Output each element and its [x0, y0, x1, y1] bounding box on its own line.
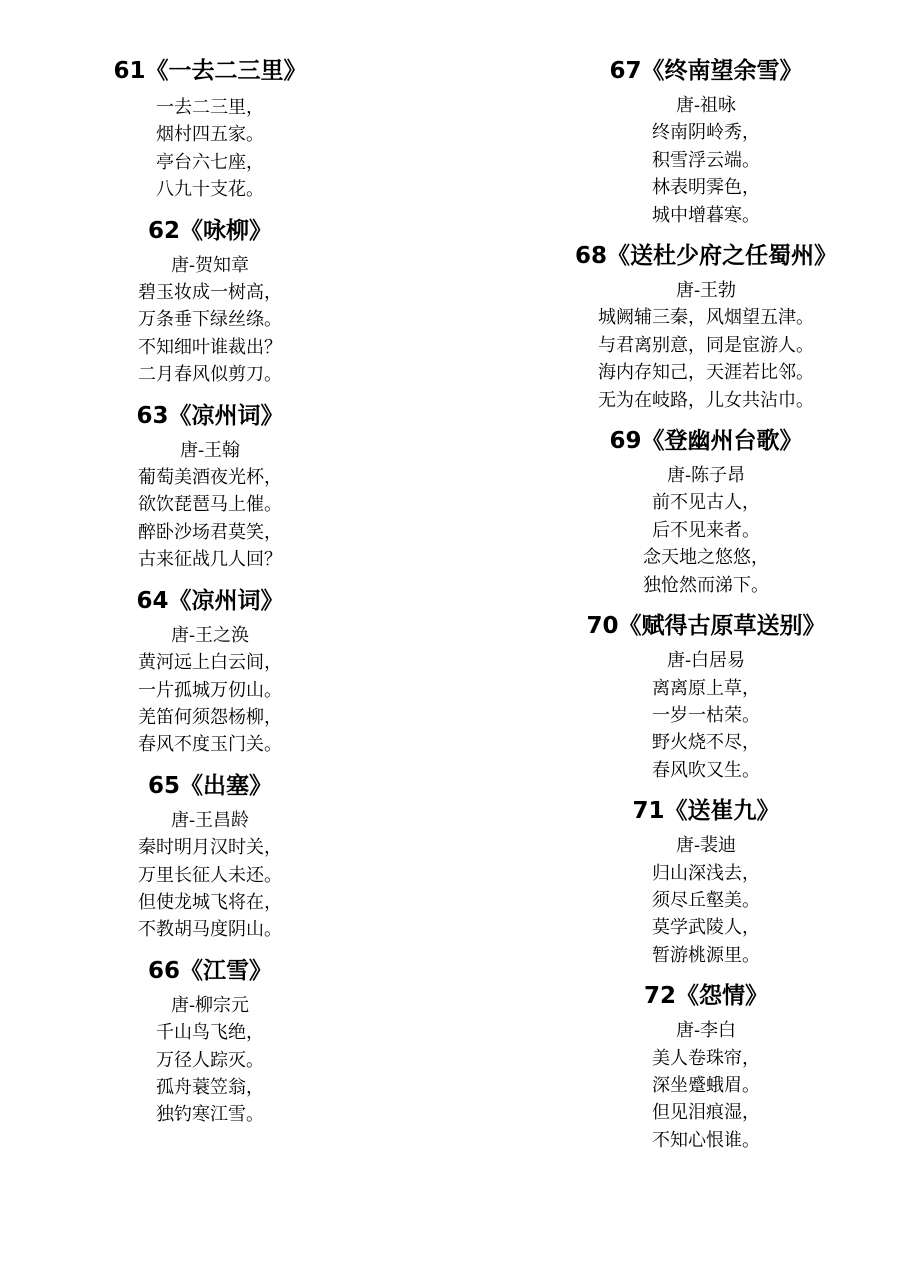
poem-line: 积雪浮云端。 — [652, 149, 760, 171]
poem-66 — [60, 956, 360, 1129]
poem-line: 城阙辅三秦，风烟望五津。 — [598, 307, 814, 329]
poem-line: 八九十支花。 — [156, 179, 264, 201]
poem-title: 63《凉州词》 — [136, 402, 284, 429]
poem-line: 终南阴岭秀， — [652, 122, 760, 144]
poem-62 — [60, 216, 360, 389]
poem-line: 无为在岐路，儿女共沾巾。 — [598, 389, 814, 411]
poem-72 — [556, 981, 856, 1154]
poem-line: 独怆然而涕下。 — [643, 574, 769, 596]
poem-author: 唐-王勃 — [675, 280, 737, 302]
poem-line: 但见泪痕湿， — [652, 1102, 760, 1124]
poem-70 — [556, 611, 856, 784]
poem-line: 黄河远上白云间， — [138, 652, 282, 674]
poem-title: 61《一去二三里》 — [113, 58, 307, 84]
poem-author: 唐-柳宗元 — [170, 994, 250, 1016]
poem-author: 唐-王之涣 — [170, 624, 250, 646]
poem-title: 70《赋得古原草送别》 — [586, 613, 826, 640]
poem-line: 万径人踪灭。 — [156, 1049, 264, 1071]
poem-68 — [556, 241, 856, 414]
poem-line: 孤舟蓑笠翁， — [156, 1076, 264, 1098]
poem-line: 古来征战几人回？ — [138, 549, 282, 571]
poem-line: 万条垂下绿丝绦。 — [138, 309, 282, 331]
poem-line: 烟村四五家。 — [156, 124, 264, 146]
poem-line: 葡萄美酒夜光杯， — [138, 467, 282, 489]
poem-line: 春风不度玉门关。 — [138, 734, 282, 756]
poem-line: 万里长征人未还。 — [138, 864, 282, 886]
poem-author: 唐-王翰 — [179, 439, 241, 461]
poem-line: 离离原上草， — [652, 677, 760, 699]
poem-author: 唐-祖咏 — [675, 95, 737, 116]
poem-line: 二月春风似剪刀。 — [138, 364, 282, 386]
left-column — [60, 56, 360, 1141]
poem-61 — [60, 56, 360, 204]
poem-line: 醉卧沙场君莫笑， — [138, 521, 282, 543]
poem-line: 一片孤城万仞山。 — [138, 679, 282, 701]
poem-65 — [60, 771, 360, 944]
poem-line: 深坐蹙蛾眉。 — [652, 1074, 760, 1096]
poem-line: 一岁一枯荣。 — [652, 704, 760, 726]
poem-line: 但使龙城飞将在， — [138, 891, 282, 913]
poem-line: 独钓寒江雪。 — [156, 1104, 264, 1126]
poem-69 — [556, 426, 856, 599]
poem-line: 不知细叶谁裁出？ — [138, 336, 282, 358]
poem-line: 野火烧不尽， — [652, 732, 760, 754]
poem-line: 须尽丘壑美。 — [652, 889, 760, 911]
poem-line: 亭台六七座， — [156, 151, 264, 173]
poem-line: 千山鸟飞绝， — [156, 1022, 264, 1044]
poem-line: 不教胡马度阴山。 — [138, 919, 282, 941]
poem-line: 海内存知己，天涯若比邻。 — [598, 362, 814, 384]
poem-line: 一去二三里， — [156, 97, 264, 118]
poem-line: 秦时明月汉时关， — [138, 837, 282, 859]
poem-line: 美人卷珠帘， — [652, 1047, 760, 1069]
poem-line: 欲饮琵琶马上催。 — [138, 494, 282, 516]
poem-author: 唐-裴迪 — [675, 835, 737, 857]
poem-line: 不知心恨谁。 — [652, 1129, 760, 1151]
poem-63 — [60, 401, 360, 574]
poem-67 — [556, 56, 856, 229]
poem-title: 72《怨情》 — [643, 983, 768, 1010]
poem-line: 城中增暮寒。 — [652, 204, 760, 226]
poem-line: 后不见来者。 — [652, 519, 760, 541]
poem-line: 春风吹又生。 — [652, 759, 760, 781]
poem-line: 羌笛何须怨杨柳， — [138, 706, 282, 728]
poem-line: 归山深浅去， — [652, 862, 760, 884]
poem-title: 65《出塞》 — [147, 772, 272, 799]
poem-line: 前不见古人， — [652, 492, 760, 514]
poem-line: 林表明霁色， — [652, 177, 760, 199]
poem-title: 67《终南望余雪》 — [609, 58, 803, 84]
poem-title: 66《江雪》 — [147, 957, 272, 984]
poem-line: 暂游桃源里。 — [652, 944, 760, 966]
poem-author: 唐-贺知章 — [170, 254, 250, 276]
poem-title: 68《送杜少府之任蜀州》 — [574, 243, 837, 270]
poem-64 — [60, 586, 360, 759]
poem-line: 与君离别意，同是宦游人。 — [598, 334, 814, 356]
right-column — [556, 56, 856, 1166]
poem-title: 71《送崔九》 — [632, 798, 780, 825]
poem-author: 唐-王昌龄 — [170, 809, 250, 831]
poem-title: 69《登幽州台歌》 — [609, 428, 803, 455]
poem-author: 唐-陈子昂 — [666, 465, 746, 487]
poem-author: 唐-白居易 — [666, 650, 746, 672]
poem-line: 念天地之悠悠， — [643, 547, 769, 569]
poem-title: 64《凉州词》 — [136, 587, 284, 614]
poem-71 — [556, 796, 856, 969]
poem-author: 唐-李白 — [675, 1020, 737, 1042]
poem-title: 62《咏柳》 — [147, 217, 272, 244]
poem-line: 莫学武陵人， — [652, 917, 760, 939]
poem-line: 碧玉妆成一树高， — [138, 282, 282, 304]
